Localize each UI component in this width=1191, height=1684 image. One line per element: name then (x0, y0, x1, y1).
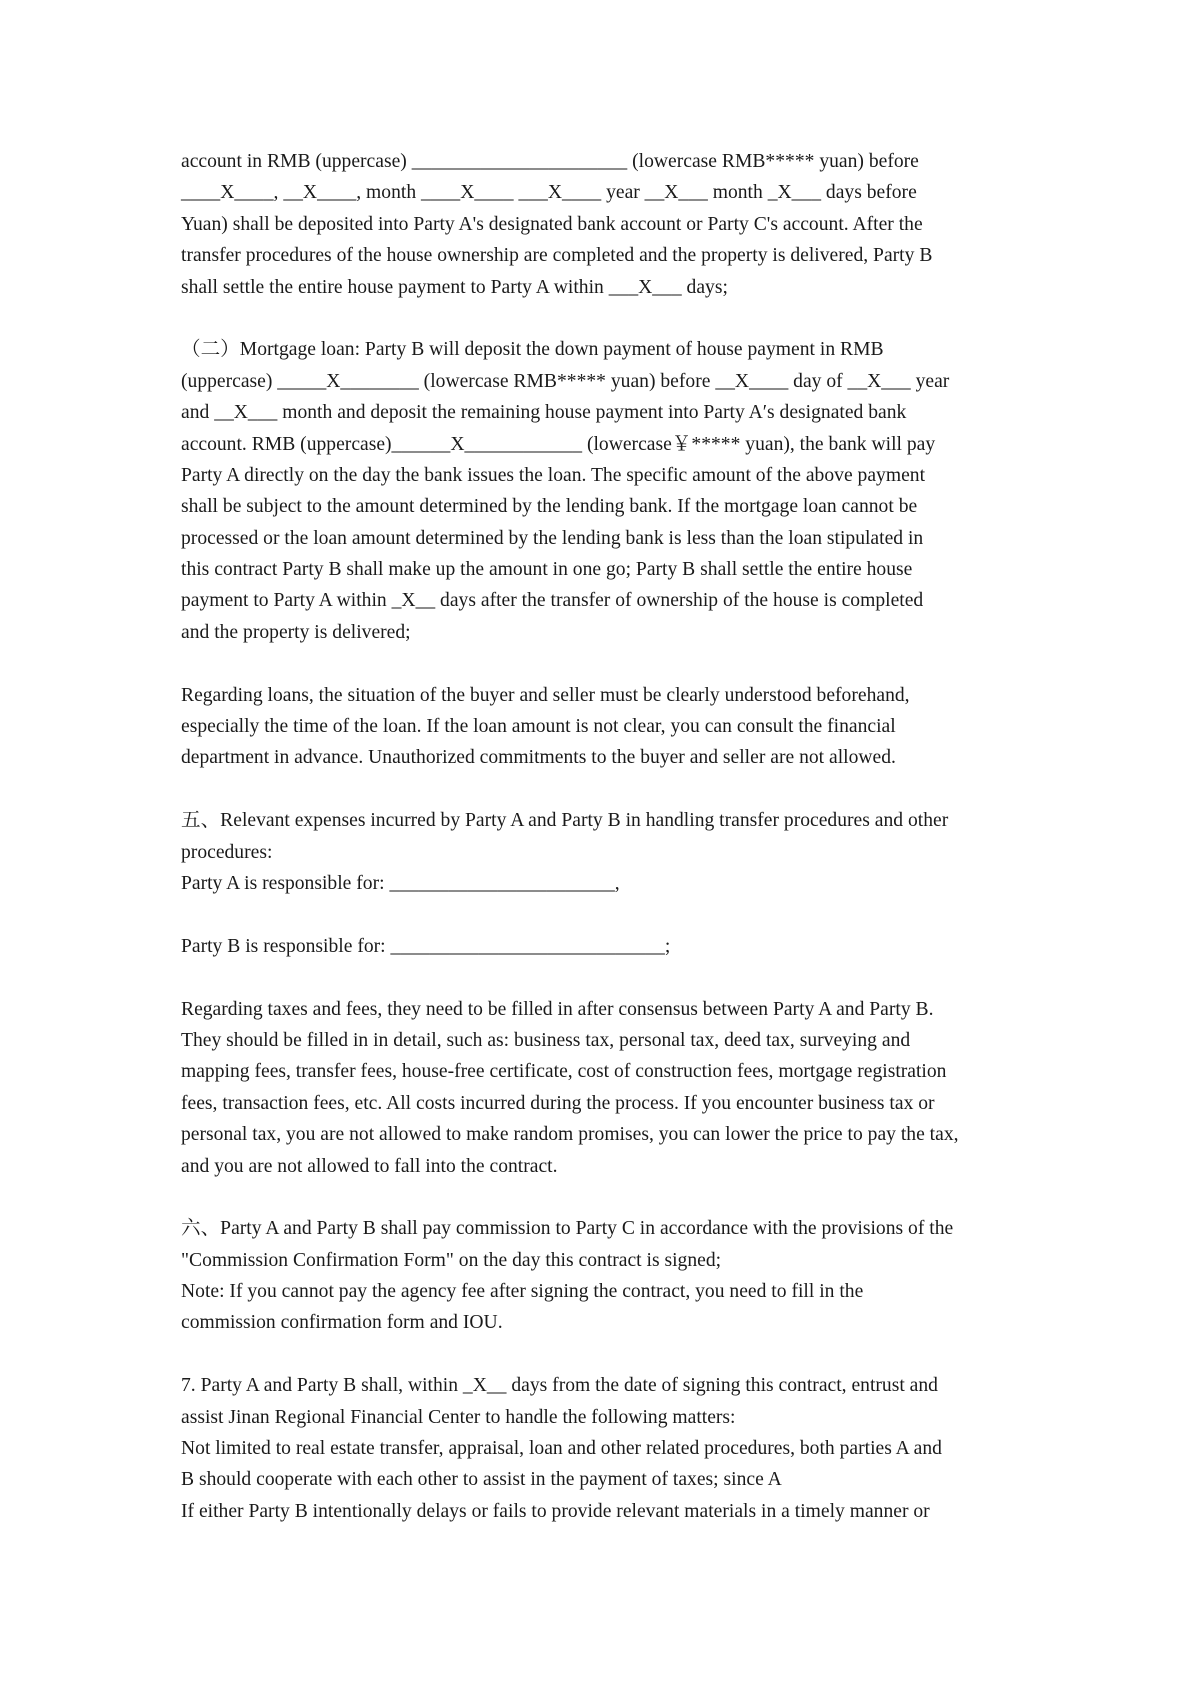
party-b-responsibility: Party B is responsible for: ____________________________; (181, 935, 671, 957)
party-a-responsibility: Party A is responsible for: _______________________, (181, 872, 620, 894)
paragraph-spacer (181, 648, 1031, 679)
document-body (181, 146, 1031, 1527)
text-line: They should be filled in in detail, such as: business tax, personal tax, deed tax, surveying and (181, 1029, 911, 1051)
text-line: this contract Party B shall make up the amount in one go; Party B shall settle the entire house (181, 559, 913, 581)
text-line: transfer procedures of the house ownership are completed and the property is delivered, Party B (181, 245, 933, 267)
text-line: Not limited to real estate transfer, appraisal, loan and other related procedures, both parties A and (181, 1438, 942, 1460)
paragraph-spacer (181, 1182, 1031, 1213)
paragraph-taxes-fees (181, 994, 1031, 1182)
text-line: （二）Mortgage loan: Party B will deposit the down payment of house payment in RMB (181, 339, 884, 361)
text-line: Note: If you cannot pay the agency fee after signing the contract, you need to fill in the (181, 1281, 864, 1303)
paragraph-section-seven-matters (181, 1370, 1031, 1527)
text-line: especially the time of the loan. If the loan amount is not clear, you can consult the financial (181, 716, 896, 738)
paragraph-spacer (181, 1339, 1031, 1370)
text-line: 7. Party A and Party B shall, within _X__ days from the date of signing this contract, entrust and (181, 1375, 938, 1397)
text-line: fees, transaction fees, etc. All costs incurred during the process. If you encounter business tax or (181, 1092, 935, 1114)
text-line: shall settle the entire house payment to Party A within ___X___ days; (181, 276, 728, 298)
paragraph-mortgage-loan (181, 334, 1031, 648)
text-line: Party A directly on the day the bank issues the loan. The specific amount of the above payment (181, 464, 926, 486)
text-line: ____X____, __X____, month ____X____ ___X____ year __X___ month _X___ days before (181, 182, 917, 204)
paragraph-spacer (181, 962, 1031, 993)
text-line: Yuan) shall be deposited into Party A's designated bank account or Party C's account. After the (181, 213, 923, 235)
text-line: account. RMB (uppercase)______X____________ (lowercase￥***** yuan), the bank will pay (181, 433, 936, 455)
text-line: 五、Relevant expenses incurred by Party A and Party B in handling transfer procedures and other (181, 810, 949, 832)
text-line: and the property is delivered; (181, 621, 411, 643)
text-line: mapping fees, transfer fees, house-free certificate, cost of construction fees, mortgage registration (181, 1061, 947, 1083)
paragraph-section-five-expenses (181, 805, 1031, 899)
text-line: B should cooperate with each other to assist in the payment of taxes; since A (181, 1469, 782, 1491)
text-line: 六、Party A and Party B shall pay commission to Party C in accordance with the provisions of the (181, 1218, 954, 1240)
text-line: (uppercase) _____X________ (lowercase RMB***** yuan) before __X____ day of __X___ year (181, 370, 950, 392)
paragraph-loan-note (181, 680, 1031, 774)
text-line: personal tax, you are not allowed to make random promises, you can lower the price to pay the tax, (181, 1124, 959, 1146)
text-line: assist Jinan Regional Financial Center to handle the following matters: (181, 1406, 736, 1428)
text-line: Regarding loans, the situation of the buyer and seller must be clearly understood beforehand, (181, 684, 910, 706)
paragraph-spacer (181, 899, 1031, 930)
text-line: and __X___ month and deposit the remaining house payment into Party A′s designated bank (181, 402, 907, 424)
text-line: shall be subject to the amount determined by the lending bank. If the mortgage loan cannot be (181, 496, 918, 518)
paragraph-spacer (181, 303, 1031, 334)
text-line: processed or the loan amount determined by the lending bank is less than the loan stipulated in (181, 527, 924, 549)
text-line: and you are not allowed to fall into the contract. (181, 1155, 558, 1177)
paragraph-section-six-commission (181, 1213, 1031, 1339)
text-line: "Commission Confirmation Form" on the day this contract is signed; (181, 1249, 722, 1271)
text-line: account in RMB (uppercase) ______________________ (lowercase RMB***** yuan) before (181, 151, 919, 172)
text-line: commission confirmation form and IOU. (181, 1312, 503, 1334)
text-line: payment to Party A within _X__ days after the transfer of ownership of the house is completed (181, 590, 924, 612)
text-line: If either Party B intentionally delays or fails to provide relevant materials in a timely manner or (181, 1500, 930, 1522)
paragraph-full-payment (181, 146, 1031, 303)
text-line: procedures: (181, 841, 273, 863)
text-line: Regarding taxes and fees, they need to be filled in after consensus between Party A and Party B. (181, 998, 934, 1020)
text-line: department in advance. Unauthorized commitments to the buyer and seller are not allowed. (181, 747, 896, 769)
paragraph-party-b-responsibility (181, 931, 1031, 962)
paragraph-spacer (181, 774, 1031, 805)
